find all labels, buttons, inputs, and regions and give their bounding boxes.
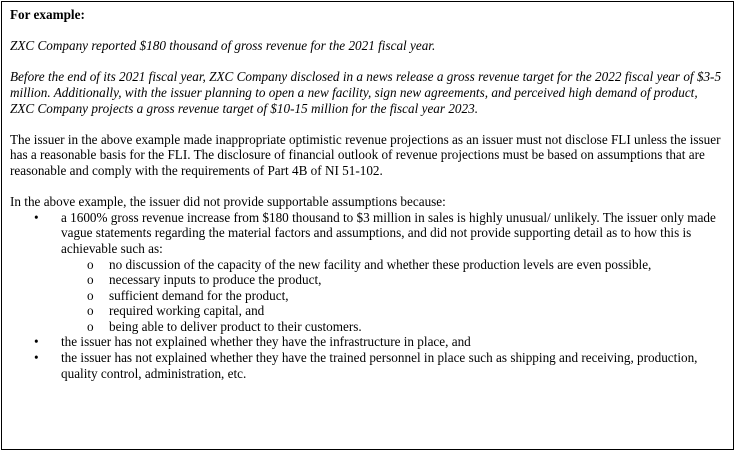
- sub-list-item: [61, 319, 725, 335]
- spacer: [10, 179, 725, 195]
- list-item-text: the issuer has not explained whether they have the infrastructure in place, and: [61, 334, 471, 350]
- sub-bullet-icon: o: [87, 318, 94, 334]
- list-item: [10, 334, 725, 350]
- example-paragraph-revenue: ZXC Company reported $180 thousand of gross revenue for the 2021 fiscal year.: [10, 38, 436, 54]
- sub-list-item: [61, 257, 725, 273]
- list-item-text: the issuer has not explained whether they have the trained personnel in place such as shipping and receiving, production, quality control, administration, etc.: [61, 350, 698, 381]
- spacer: [10, 54, 725, 70]
- list-item: [10, 210, 725, 335]
- bullet-icon: •: [34, 209, 39, 225]
- assumptions-intro: In the above example, the issuer did not provide supportable assumptions because:: [10, 194, 446, 210]
- sub-list-item: [61, 272, 725, 288]
- sub-list-item: [61, 303, 725, 319]
- sub-bullet-icon: o: [87, 303, 94, 319]
- analysis-paragraph: The issuer in the above example made inappropriate optimistic revenue projections as an issuer must not disclose FLI unless the issuer has a reasonable basis for the FLI. The disclosure of financial outlook of revenue projections must be based on assumptions that are reasonable and comply with the requirements of Part 4B of NI 51-102.: [10, 131, 721, 178]
- list-item-text: a 1600% gross revenue increase from $180 thousand to $3 million in sales is highly unusual/ unlikely. The issuer only made vague statements regarding the material factors and assumptions, and did not provide supporting detail as to how this is achievable such as:: [61, 209, 716, 256]
- sub-list-item-text: being able to deliver product to their customers.: [109, 318, 362, 334]
- example-box: [1, 1, 734, 450]
- bullet-icon: •: [34, 334, 39, 350]
- sub-list-item-text: no discussion of the capacity of the new facility and whether these production levels are even possible,: [109, 256, 652, 272]
- spacer: [10, 116, 725, 132]
- example-paragraph-targets: Before the end of its 2021 fiscal year, ZXC Company disclosed in a news release a gross revenue target for the 2022 fiscal year of $3-5 million. Additionally, with the issuer planning to open a new facility, sign new agreements, and perceived high demand of product, ZXC Company projects a gross revenue target of $10-15 million for the fiscal year 2023.: [10, 69, 722, 116]
- example-heading: For example:: [10, 7, 85, 22]
- sub-list-item-text: required working capital, and: [109, 303, 265, 319]
- sub-bullet-icon: o: [87, 272, 94, 288]
- list-item: [10, 350, 725, 381]
- sub-bullet-icon: o: [87, 256, 94, 272]
- sub-list-item-text: sufficient demand for the product,: [109, 287, 289, 303]
- sub-list: [61, 257, 725, 335]
- sub-list-item: [61, 288, 725, 304]
- sub-bullet-icon: o: [87, 287, 94, 303]
- sub-list-item-text: necessary inputs to produce the product,: [109, 272, 322, 288]
- spacer: [10, 23, 725, 39]
- bullet-icon: •: [34, 350, 39, 366]
- assumptions-list: [10, 210, 725, 382]
